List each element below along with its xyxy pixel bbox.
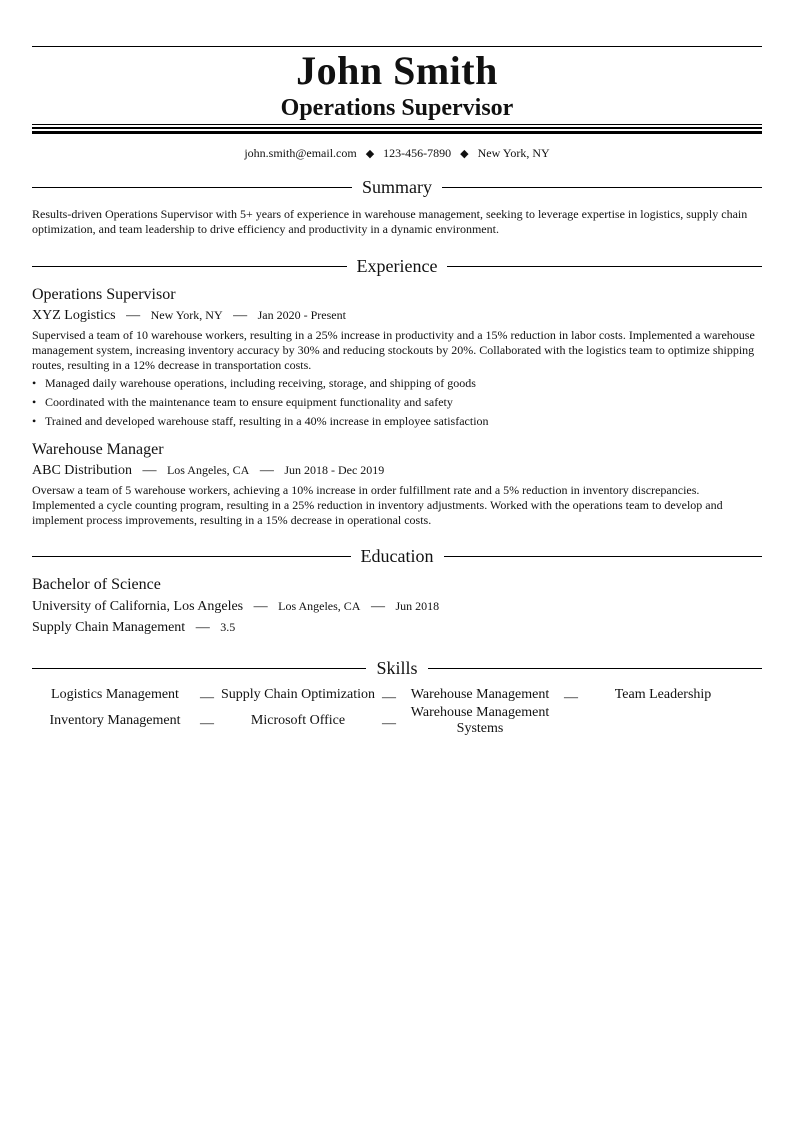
skill-item: Logistics Management [51,687,179,702]
education-school-line [32,597,762,616]
section-rule-left [32,187,352,188]
bullet-text: Trained and developed warehouse staff, resulting in a 40% increase in employee satisfaction [45,414,489,428]
job-description: Oversaw a team of 5 warehouse workers, achieving a 10% increase in order fulfillment rate and a 5% reduction in inventory discrepancies. Implemented a cycle counting program, resulting in a 25% reduction in inventory adjustments. Worked with the operations team to develop and implement process improvements, resulting in a 15% decrease in operational costs. [32,483,723,527]
bullet-text: Managed daily warehouse operations, including receiving, storage, and shipping of goods [45,376,476,390]
section-rule-right [444,556,763,557]
skill-item: Warehouse Management Systems [410,705,550,736]
section-rule-left [32,266,347,267]
diamond-separator-icon: ◆ [460,148,469,160]
section-rule-right [442,187,762,188]
contact-line [32,145,762,162]
education-gpa: 3.5 [220,620,236,634]
section-title-education: Education [360,546,434,566]
header-rule-thin [32,124,762,125]
experience-entry [32,440,762,528]
section-title-experience: Experience [356,256,438,276]
dash-separator: — [142,463,157,478]
header-rule-thick [32,131,762,134]
job-meta [32,306,762,325]
job-bullets [32,376,762,429]
skill-separator: — [382,716,396,731]
section-rule-right [428,668,762,669]
job-title: Operations Supervisor [32,286,176,303]
section-header-skills [32,657,762,679]
skill-item: Inventory Management [49,713,181,728]
skill-item: Supply Chain Optimization [221,687,375,702]
header-top-rule [32,46,762,47]
section-title-summary: Summary [362,177,432,197]
experience-entry [32,285,762,429]
section-rule-left [32,556,351,557]
job-location: Los Angeles, CA [166,463,250,477]
job-location: New York, NY [150,308,223,322]
education-date: Jun 2018 [395,599,440,613]
header-rule-mid [32,127,762,129]
dash-separator: — [253,599,268,614]
education-major-line [32,618,762,637]
job-dates: Jun 2018 - Dec 2019 [284,463,385,477]
education-major: Supply Chain Management [32,620,186,635]
bullet-icon: • [32,395,37,409]
skill-separator: — [200,716,214,731]
contact-location: New York, NY [477,146,550,160]
skills-grid [32,687,762,737]
list-item [32,395,762,410]
summary-text: Results-driven Operations Supervisor with 5+ years of experience in warehouse management, seeking to leverage expertise in logistics, supply chain optimization, and team leadership to drive efficiency and productivity in a dynamic environment. [32,207,748,236]
job-dates: Jan 2020 - Present [257,308,346,322]
list-item [32,414,762,429]
section-header-experience [32,255,762,277]
section-title-skills: Skills [376,658,418,678]
candidate-title: Operations Supervisor [280,95,514,121]
education-school: University of California, Los Angeles [32,599,244,614]
skill-separator: — [564,690,578,705]
bullet-icon: • [32,414,37,428]
resume-page [32,46,762,737]
dash-separator: — [370,599,385,614]
skill-separator: — [382,690,396,705]
contact-phone[interactable]: 123-456-7890 [383,146,452,160]
skill-item: Team Leadership [614,687,712,702]
section-rule-right [447,266,762,267]
skill-item: Warehouse Management [410,687,550,702]
dash-separator: — [126,308,141,323]
section-rule-left [32,668,366,669]
job-description: Supervised a team of 10 warehouse workers, resulting in a 25% increase in productivity and a 15% reduction in labor costs. Implemented a warehouse management system, increasing inventory accuracy by 30% and reducing stockouts by 20%. Collaborated with the logistics team to optimize shipping routes, resulting in a 12% decrease in transportation costs. [32,328,755,372]
contact-email[interactable]: john.smith@email.com [244,146,357,160]
dash-separator: — [195,620,210,635]
dash-separator: — [259,463,274,478]
bullet-icon: • [32,376,37,390]
dash-separator: — [233,308,248,323]
section-header-summary [32,176,762,198]
candidate-name: John Smith [296,48,498,93]
list-item [32,376,762,391]
section-header-education [32,545,762,567]
bullet-text: Coordinated with the maintenance team to ensure equipment functionality and safety [45,395,453,409]
job-meta [32,461,762,480]
job-title: Warehouse Manager [32,441,164,458]
skill-item: Microsoft Office [250,713,346,728]
diamond-separator-icon: ◆ [365,148,375,160]
education-degree: Bachelor of Science [32,576,161,593]
education-location: Los Angeles, CA [278,599,361,613]
job-company: XYZ Logistics [32,308,116,323]
job-company: ABC Distribution [32,463,132,478]
skill-separator: — [200,690,214,705]
